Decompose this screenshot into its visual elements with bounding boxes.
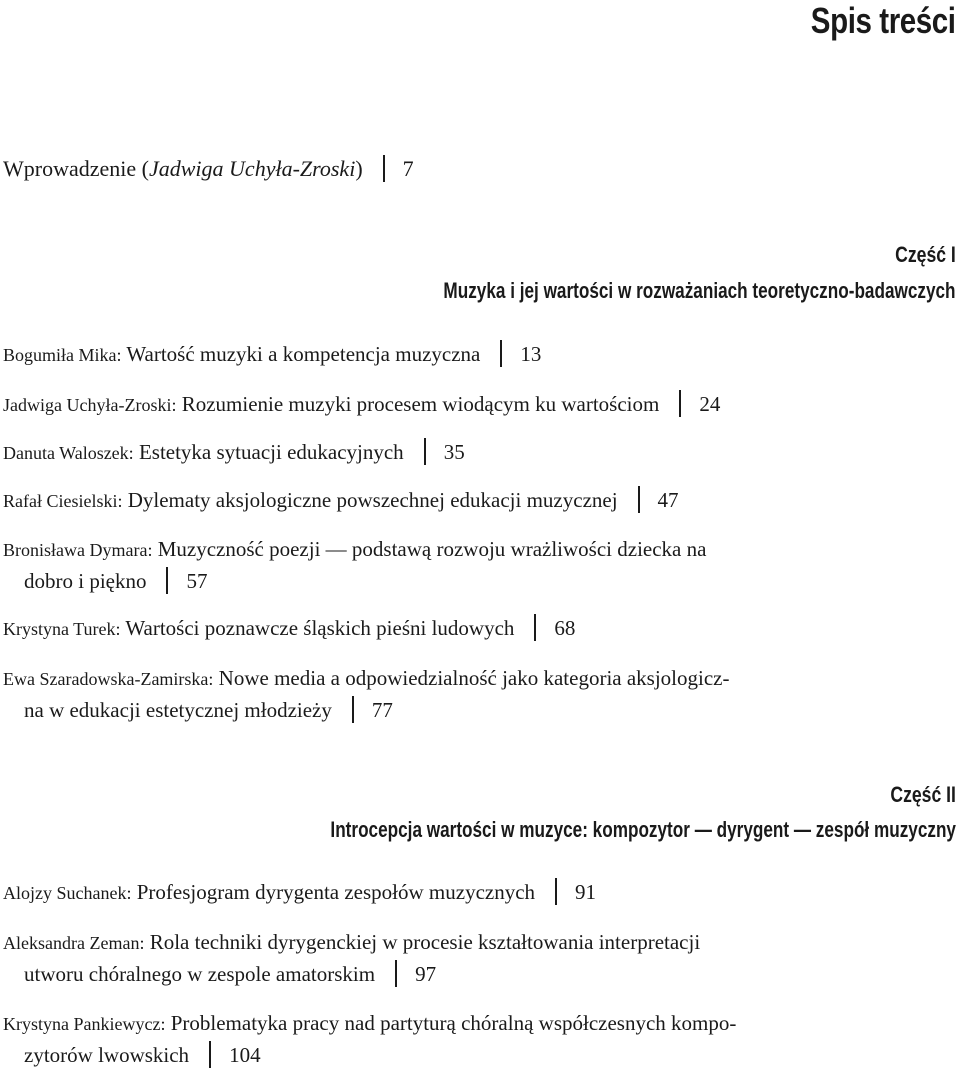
entry-title: Rozumienie muzyki procesem wiodącym ku wartościom	[181, 392, 660, 416]
page-number: 47	[657, 488, 679, 512]
toc-entry[interactable]	[3, 613, 954, 645]
toc-entry[interactable]	[3, 1008, 954, 1071]
entry-author: Danuta Waloszek:	[3, 443, 134, 463]
page-separator	[534, 614, 536, 641]
page-number: 7	[402, 156, 414, 181]
page-separator	[424, 438, 426, 465]
part-2-heading: Introcepcja wartości w muzyce: kompozytor — dyrygent — zespół muzyczny	[330, 817, 956, 842]
intro-label: Wprowadzenie (	[3, 156, 149, 181]
page-number: 13	[520, 342, 542, 366]
entry-author: Krystyna Pankiewycz:	[3, 1014, 166, 1034]
entry-author: Jadwiga Uchyła-Zroski:	[3, 395, 177, 415]
intro-close: )	[355, 156, 363, 181]
toc-entry[interactable]	[3, 485, 954, 517]
entry-author: Bronisława Dymara:	[3, 540, 153, 560]
entry-title-continued: zytorów lwowskich	[24, 1043, 190, 1067]
page-number: 104	[229, 1043, 261, 1067]
entry-title: Muzyczność poezji — podstawą rozwoju wrażliwości dziecka na	[157, 537, 707, 561]
toc-entry[interactable]	[3, 877, 954, 909]
entry-title-continued: utworu chóralnego w zespole amatorskim	[24, 962, 376, 986]
toc-entry[interactable]	[3, 663, 954, 726]
entry-title: Rola techniki dyrygenckiej w procesie kształtowania interpretacji	[149, 930, 701, 954]
page-separator	[395, 960, 397, 987]
entry-title: Wartość muzyki a kompetencja muzyczna	[126, 342, 481, 366]
entry-author: Krystyna Turek:	[3, 619, 121, 639]
page-number: 57	[186, 569, 208, 593]
toc-entry[interactable]	[3, 339, 954, 371]
page-separator	[352, 696, 354, 723]
page-number: 24	[699, 392, 721, 416]
entry-author: Aleksandra Zeman:	[3, 933, 145, 953]
page-number: 68	[554, 616, 576, 640]
entry-title-continued: na w edukacji estetycznej młodzieży	[24, 698, 332, 722]
page-number: 77	[371, 698, 393, 722]
entry-title: Dylematy aksjologiczne powszechnej edukacji muzycznej	[127, 488, 618, 512]
page-separator	[679, 390, 681, 417]
entry-title: Estetyka sytuacji edukacyjnych	[138, 440, 404, 464]
part-1-label: Część I	[895, 242, 956, 267]
page-separator	[383, 155, 385, 182]
part-2-label: Część II	[890, 782, 956, 807]
toc-entry[interactable]	[3, 437, 954, 469]
toc-entry[interactable]	[3, 927, 954, 990]
page-separator	[555, 878, 557, 905]
entry-author: Ewa Szaradowska-Zamirska:	[3, 669, 214, 689]
entry-author: Bogumiła Mika:	[3, 345, 122, 365]
page-number: 91	[575, 880, 597, 904]
toc-entry-intro[interactable]	[3, 153, 954, 184]
entry-title: Profesjogram dyrygenta zespołów muzycznych	[136, 880, 536, 904]
page-separator	[638, 486, 640, 513]
entry-author: Alojzy Suchanek:	[3, 883, 132, 903]
intro-author: Jadwiga Uchyła-Zroski	[148, 156, 356, 181]
page-separator	[209, 1041, 211, 1068]
page-title: Spis treści	[811, 0, 956, 41]
part-1-heading: Muzyka i jej wartości w rozważaniach teoretyczno-badawczych	[443, 278, 956, 303]
page-number: 35	[443, 440, 465, 464]
page-number: 97	[415, 962, 437, 986]
toc-entry[interactable]	[3, 534, 954, 597]
page-separator	[500, 340, 502, 367]
entry-author: Rafał Ciesielski:	[3, 491, 123, 511]
toc-entry[interactable]	[3, 389, 954, 421]
entry-title: Problematyka pracy nad partyturą chóralną współczesnych kompo-	[170, 1011, 737, 1035]
entry-title: Wartości poznawcze śląskich pieśni ludowych	[125, 616, 515, 640]
entry-title: Nowe media a odpowiedzialność jako kategoria aksjologicz-	[218, 666, 730, 690]
page-separator	[166, 567, 168, 594]
entry-title-continued: dobro i piękno	[24, 569, 147, 593]
